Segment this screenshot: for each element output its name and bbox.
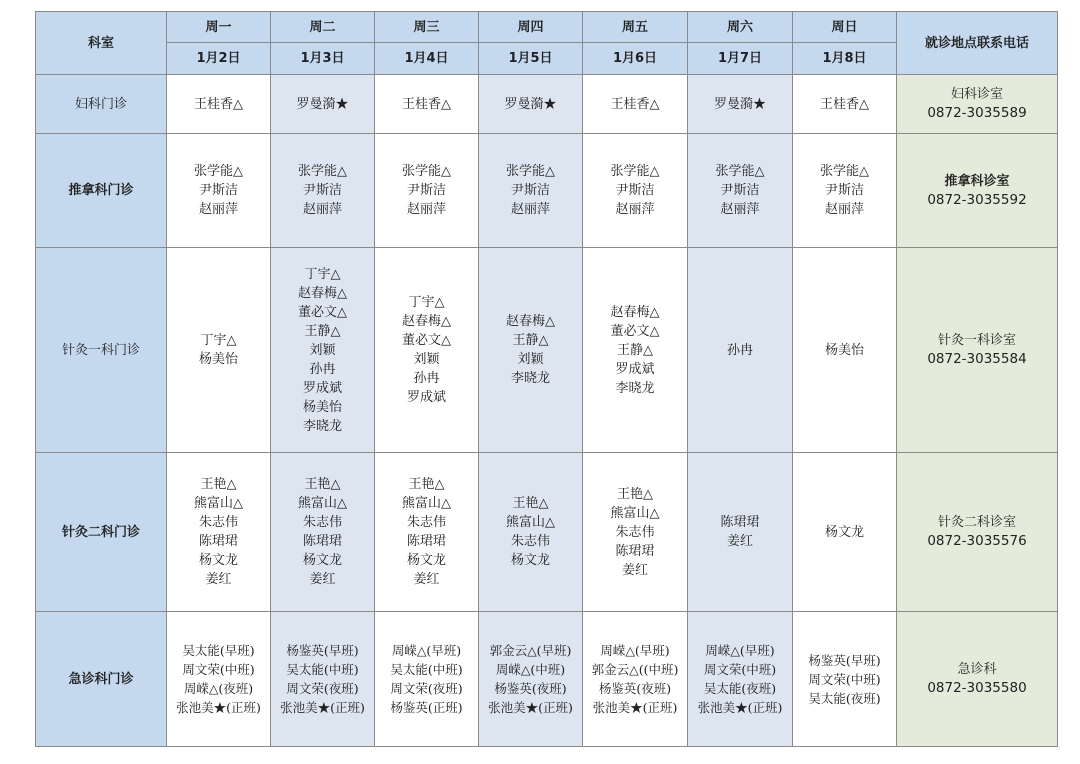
doctor-entry: 赵丽萍	[824, 202, 864, 217]
doctor-entry: 周嵘△(中班)	[495, 662, 566, 677]
schedule-cell	[167, 75, 271, 134]
doctor-entry: 赵丽萍	[720, 202, 760, 217]
doctor-entry: 周嵘△(早班)	[705, 643, 775, 658]
doctor-entry: 尹斯洁	[406, 183, 446, 198]
header-date: 1月5日	[479, 43, 583, 75]
schedule-cell	[375, 75, 479, 134]
doctor-entry: 郭金云△((中班)	[591, 662, 679, 677]
contact-cell	[897, 248, 1058, 453]
doctor-entry: 王艳△	[200, 477, 237, 492]
schedule-cell	[688, 248, 793, 453]
doctor-entry: 张学能△	[610, 164, 660, 179]
header-weekday: 周二	[271, 12, 375, 43]
doctor-entry: 张池美★(正班)	[697, 700, 783, 715]
doctor-entry: 熊富山△	[402, 496, 451, 511]
doctor-entry: 尹斯洁	[720, 183, 760, 198]
doctor-entry: 陈珺珺	[406, 534, 446, 549]
contact-phone: 0872-3035592	[927, 191, 1027, 208]
contact-name: 急诊科	[957, 662, 997, 677]
table-row	[36, 453, 1058, 612]
doctor-entry: 王桂香△	[194, 96, 243, 112]
doctor-entry: 周文荣(夜班)	[286, 681, 359, 696]
doctor-entry: 刘颖	[517, 352, 544, 367]
doctor-entry: 尹斯洁	[824, 183, 864, 198]
doctor-entry: 张学能△	[298, 164, 347, 179]
doctor-entry: 王桂香△	[610, 96, 660, 112]
doctor-entry: 杨文龙	[406, 553, 446, 568]
schedule-cell	[793, 453, 897, 612]
schedule-cell	[167, 134, 271, 248]
contact-name: 针灸二科诊室	[937, 515, 1016, 530]
header-contact: 就诊地点联系电话	[897, 12, 1058, 75]
schedule-cell	[479, 453, 583, 612]
schedule-cell	[688, 453, 793, 612]
doctor-entry: 张学能△	[715, 164, 765, 179]
doctor-entry: 丁宇△	[304, 266, 341, 282]
doctor-entry: 吴太能(早班)	[182, 643, 255, 658]
doctor-entry: 吴太能(夜班)	[808, 690, 881, 706]
doctor-entry: 罗成斌	[406, 390, 446, 405]
duty-schedule-table	[35, 11, 1058, 747]
doctor-entry: 王静△	[304, 323, 341, 339]
doctor-entry: 陈珺珺	[720, 515, 760, 530]
schedule-cell	[583, 612, 688, 747]
table-row	[36, 75, 1058, 134]
doctor-entry: 李晓龙	[302, 418, 342, 434]
schedule-cell	[688, 612, 793, 747]
contact-name: 妇科诊室	[950, 87, 1003, 102]
table-row	[36, 612, 1058, 747]
contact-name: 推拿科诊室	[944, 173, 1010, 189]
doctor-entry: 刘颖	[309, 342, 336, 358]
schedule-cell	[271, 612, 375, 747]
schedule-cell	[793, 134, 897, 248]
doctor-entry: 孙冉	[309, 361, 336, 377]
doctor-entry: 周文荣(中班)	[703, 662, 777, 677]
doctor-entry: 张学能△	[506, 164, 555, 179]
doctor-entry: 杨美怡	[302, 399, 342, 415]
doctor-entry: 赵丽萍	[510, 202, 550, 217]
doctor-entry: 王静△	[617, 342, 653, 358]
schedule-cell	[375, 248, 479, 453]
header-weekday: 周五	[583, 12, 688, 43]
schedule-cell	[479, 612, 583, 747]
doctor-entry: 尹斯洁	[510, 183, 550, 198]
doctor-entry: 赵丽萍	[615, 202, 655, 217]
doctor-entry: 罗成斌	[302, 380, 342, 396]
doctor-entry: 朱志伟	[615, 524, 655, 540]
doctor-entry: 周文荣(中班)	[182, 662, 255, 677]
header-date: 1月8日	[793, 43, 897, 75]
doctor-entry: 杨鉴英(正班)	[390, 700, 463, 715]
doctor-entry: 李晓龙	[510, 371, 550, 386]
header-date: 1月7日	[688, 43, 793, 75]
doctor-entry: 杨鉴英(夜班)	[598, 681, 672, 696]
dept-cell: 推拿科门诊	[36, 134, 167, 248]
doctor-entry: 熊富山△	[610, 505, 660, 521]
doctor-entry: 王桂香△	[402, 96, 451, 112]
doctor-entry: 杨文龙	[302, 553, 342, 568]
doctor-entry: 周文荣(中班)	[808, 671, 881, 687]
doctor-entry: 熊富山△	[298, 496, 347, 511]
doctor-entry: 朱志伟	[406, 515, 446, 530]
doctor-entry: 张池美★(正班)	[176, 700, 261, 715]
doctor-entry: 熊富山△	[194, 496, 243, 511]
doctor-entry: 姜红	[309, 572, 336, 587]
doctor-entry: 张池美★(正班)	[280, 700, 365, 715]
doctor-entry: 杨鉴英(早班)	[808, 652, 881, 668]
doctor-entry: 孙冉	[726, 342, 753, 358]
schedule-cell	[583, 134, 688, 248]
doctor-entry: 尹斯洁	[302, 183, 342, 198]
doctor-entry: 王艳△	[617, 486, 653, 502]
contact-cell	[897, 134, 1058, 248]
contact-cell	[897, 612, 1058, 747]
doctor-entry: 尹斯洁	[615, 183, 655, 198]
dept-cell: 针灸二科门诊	[36, 453, 167, 612]
schedule-cell	[793, 248, 897, 453]
header-weekday: 周三	[375, 12, 479, 43]
header-weekday: 周一	[167, 12, 271, 43]
doctor-entry: 杨文龙	[824, 524, 864, 540]
dept-cell: 针灸一科门诊	[36, 248, 167, 453]
doctor-entry: 熊富山△	[506, 515, 555, 530]
doctor-entry: 赵丽萍	[198, 202, 238, 217]
schedule-cell	[375, 134, 479, 248]
doctor-entry: 罗成斌	[615, 361, 655, 377]
header-date: 1月2日	[167, 43, 271, 75]
schedule-cell	[479, 75, 583, 134]
doctor-entry: 张池美★(正班)	[592, 700, 678, 715]
schedule-cell	[479, 248, 583, 453]
doctor-entry: 朱志伟	[198, 515, 238, 530]
schedule-cell	[688, 75, 793, 134]
header-weekday: 周四	[479, 12, 583, 43]
contact-phone: 0872-3035589	[927, 105, 1027, 121]
schedule-cell	[167, 453, 271, 612]
schedule-cell	[479, 134, 583, 248]
doctor-entry: 郭金云△(早班)	[489, 643, 572, 658]
doctor-entry: 赵春梅△	[402, 314, 451, 329]
schedule-cell	[688, 134, 793, 248]
schedule-cell	[167, 612, 271, 747]
doctor-entry: 尹斯洁	[198, 183, 238, 198]
doctor-entry: 董必文△	[402, 333, 451, 348]
header-weekday: 周日	[793, 12, 897, 43]
doctor-entry: 张学能△	[820, 164, 869, 179]
contact-phone: 0872-3035576	[927, 533, 1027, 549]
schedule-cell	[583, 75, 688, 134]
header-dept: 科室	[36, 12, 167, 75]
doctor-entry: 朱志伟	[510, 534, 550, 549]
header-date: 1月6日	[583, 43, 688, 75]
header-date: 1月3日	[271, 43, 375, 75]
doctor-entry: 丁宇△	[200, 333, 237, 348]
dept-cell: 妇科门诊	[36, 75, 167, 134]
doctor-entry: 杨鉴英(夜班)	[494, 681, 567, 696]
schedule-cell	[793, 612, 897, 747]
contact-name: 针灸一科诊室	[937, 333, 1016, 348]
doctor-entry: 丁宇△	[408, 295, 445, 310]
doctor-entry: 张学能△	[402, 164, 451, 179]
contact-cell	[897, 453, 1058, 612]
doctor-entry: 周文荣(夜班)	[390, 681, 463, 696]
table-row	[36, 134, 1058, 248]
doctor-entry: 杨美怡	[824, 342, 864, 358]
doctor-entry: 王桂香△	[820, 96, 869, 112]
schedule-cell	[271, 248, 375, 453]
doctor-entry: 吴太能(中班)	[390, 662, 463, 677]
doctor-entry: 姜红	[726, 534, 753, 549]
table-row	[36, 248, 1058, 453]
doctor-entry: 姜红	[205, 572, 232, 587]
contact-cell	[897, 75, 1058, 134]
doctor-entry: 陈珺珺	[302, 534, 342, 549]
doctor-entry: 朱志伟	[302, 515, 342, 530]
schedule-cell	[583, 248, 688, 453]
doctor-entry: 李晓龙	[615, 380, 655, 396]
doctor-entry: 刘颖	[413, 352, 440, 367]
doctor-entry: 杨鉴英(早班)	[286, 643, 359, 658]
schedule-cell	[271, 134, 375, 248]
dept-cell: 急诊科门诊	[36, 612, 167, 747]
doctor-entry: 杨文龙	[510, 553, 550, 568]
doctor-entry: 赵丽萍	[406, 202, 446, 217]
schedule-cell	[793, 75, 897, 134]
doctor-entry: 吴太能(中班)	[286, 662, 359, 677]
doctor-entry: 陈珺珺	[198, 534, 238, 549]
doctor-entry: 姜红	[413, 572, 440, 587]
schedule-cell	[271, 75, 375, 134]
doctor-entry: 陈珺珺	[615, 543, 655, 559]
schedule-cell	[375, 612, 479, 747]
doctor-entry: 姜红	[621, 562, 648, 578]
doctor-entry: 罗曼漪★	[504, 96, 557, 112]
doctor-entry: 杨美怡	[198, 352, 238, 367]
doctor-entry: 王艳△	[408, 477, 445, 492]
doctor-entry: 董必文△	[610, 323, 660, 339]
schedule-cell	[271, 453, 375, 612]
doctor-entry: 罗曼漪★	[713, 96, 766, 112]
doctor-entry: 王艳△	[512, 496, 549, 511]
doctor-entry: 周嵘△(夜班)	[183, 681, 254, 696]
doctor-entry: 王艳△	[304, 477, 341, 492]
doctor-entry: 赵春梅△	[610, 304, 660, 320]
doctor-entry: 周嵘△(早班)	[600, 643, 670, 658]
header-date: 1月4日	[375, 43, 479, 75]
schedule-cell	[167, 248, 271, 453]
doctor-entry: 张学能△	[194, 164, 243, 179]
doctor-entry: 罗曼漪★	[296, 96, 349, 112]
doctor-entry: 杨文龙	[198, 553, 238, 568]
doctor-entry: 王静△	[512, 333, 549, 348]
contact-phone: 0872-3035580	[927, 680, 1027, 696]
contact-phone: 0872-3035584	[927, 351, 1027, 367]
doctor-entry: 周嵘△(早班)	[391, 643, 462, 658]
doctor-entry: 董必文△	[298, 304, 347, 320]
doctor-entry: 孙冉	[413, 371, 440, 386]
doctor-entry: 赵丽萍	[302, 202, 342, 217]
doctor-entry: 张池美★(正班)	[488, 700, 573, 715]
schedule-cell	[583, 453, 688, 612]
header-weekday: 周六	[688, 12, 793, 43]
doctor-entry: 吴太能(夜班)	[703, 681, 777, 696]
doctor-entry: 赵春梅△	[506, 314, 555, 329]
schedule-cell	[375, 453, 479, 612]
doctor-entry: 赵春梅△	[298, 285, 347, 301]
